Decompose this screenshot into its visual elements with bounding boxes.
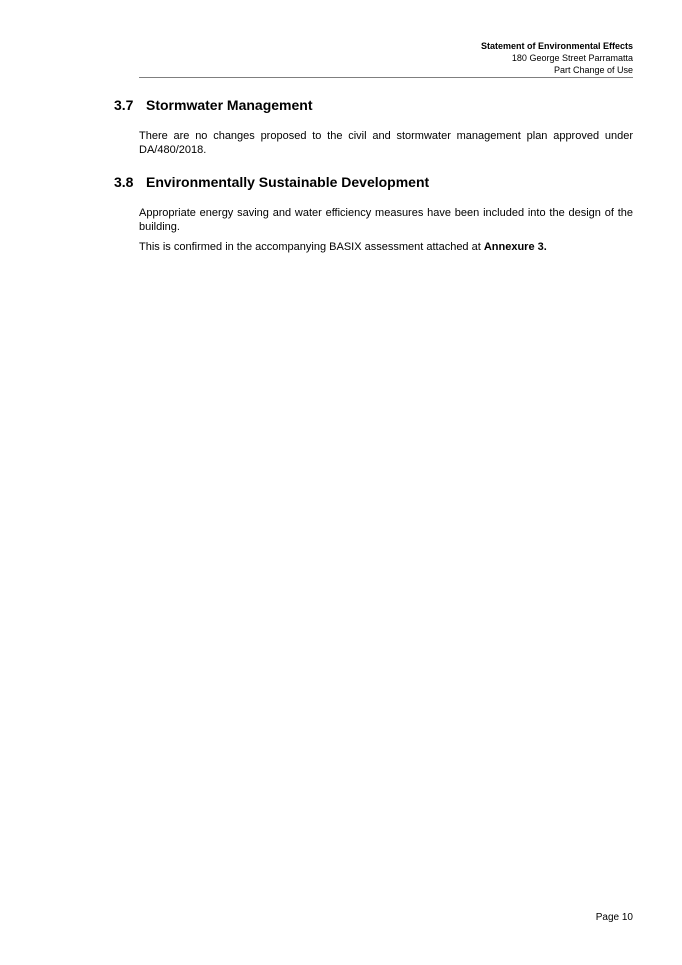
page-header <box>481 40 633 76</box>
header-divider <box>139 77 633 78</box>
section-heading-3-8 <box>114 174 429 191</box>
page-number: Page 10 <box>595 912 633 923</box>
esd-paragraph: Appropriate energy saving and water efficiency measures have been included into the design of the building. <box>139 207 633 233</box>
document-subject: Part Change of Use <box>553 65 633 75</box>
basix-paragraph <box>139 240 633 254</box>
section-title: Stormwater Management <box>146 97 313 113</box>
annexure-reference: Annexure 3. <box>483 241 547 253</box>
document-title: Statement of Environmental Effects <box>480 41 633 51</box>
document-address: 180 George Street Parramatta <box>511 53 633 63</box>
stormwater-paragraph: There are no changes proposed to the civil and stormwater management plan approved under DA/480/2018. <box>139 130 633 156</box>
section-heading-3-7 <box>114 97 312 114</box>
section-number: 3.8 <box>114 174 134 190</box>
section-number: 3.7 <box>114 97 134 113</box>
basix-text: This is confirmed in the accompanying BASIX assessment attached at <box>139 241 484 253</box>
section-title: Environmentally Sustainable Development <box>146 174 430 190</box>
